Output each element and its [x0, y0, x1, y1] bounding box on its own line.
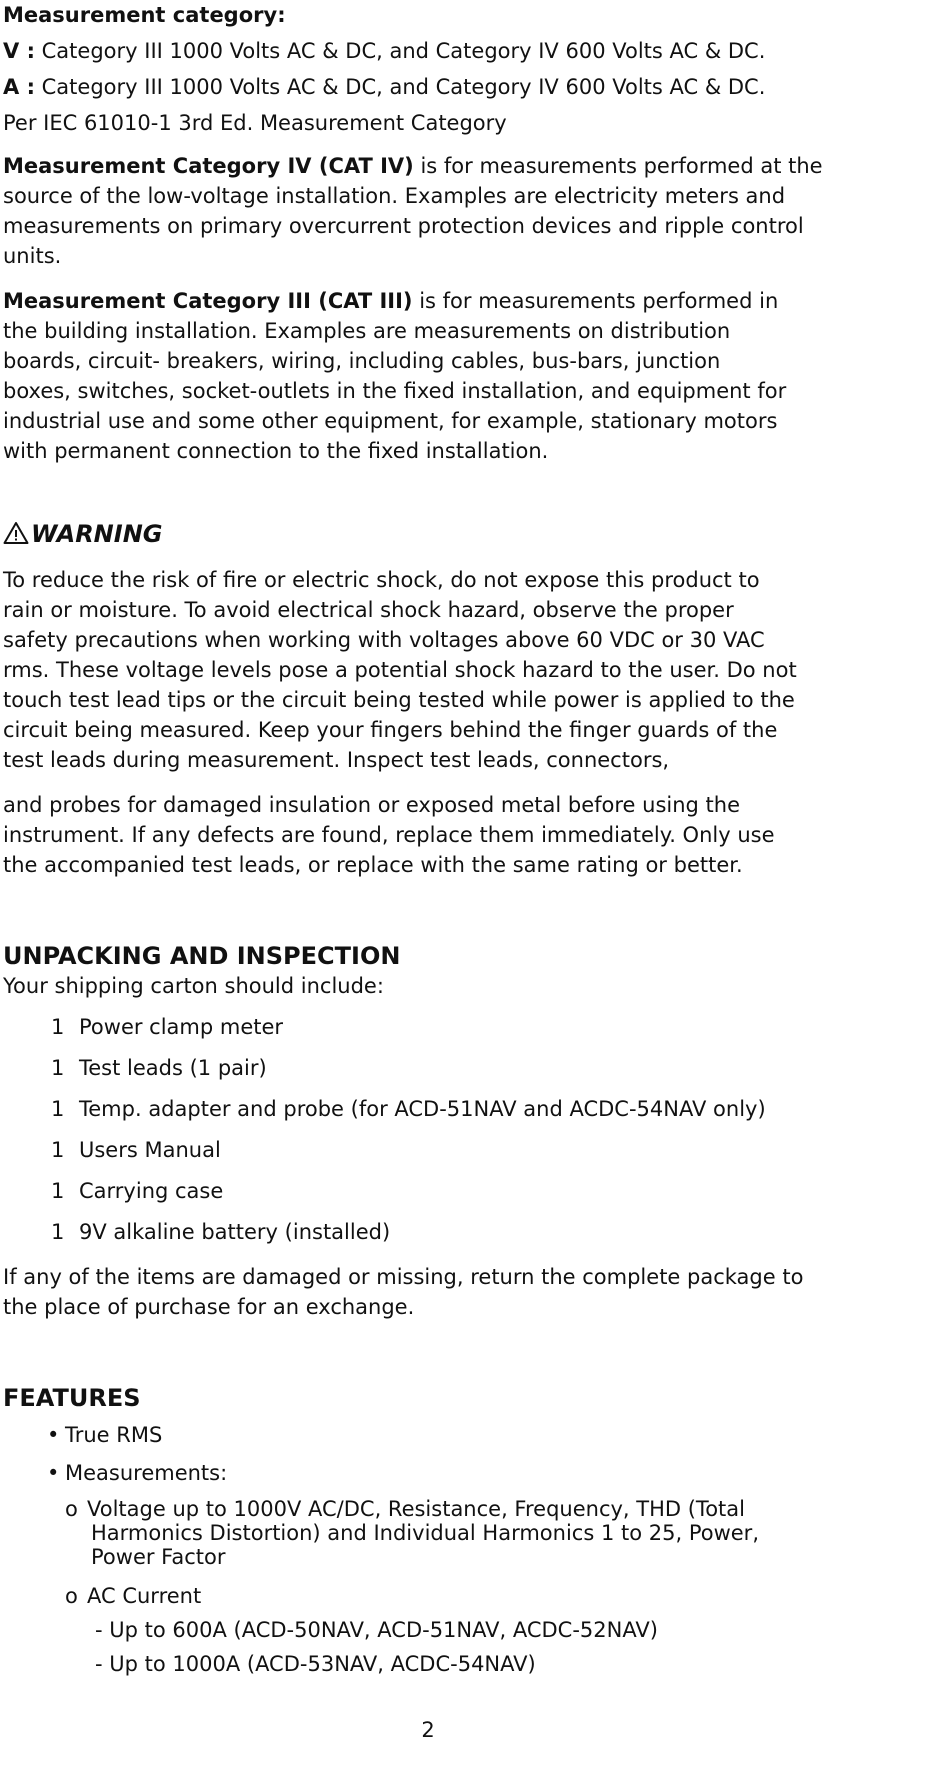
cat3-text-1: is for measurements performed in [412, 289, 779, 313]
dash-text: - Up to 1000A (ACD-53NAV, ACDC-54NAV) [95, 1652, 536, 1676]
warning-p2-line-2: instrument. If any defects are found, replace them immediately. Only use [3, 823, 775, 847]
item-qty: 1 [51, 1015, 65, 1039]
bullet-text: True RMS [65, 1423, 163, 1447]
cat3-line-6: with permanent connection to the fixed installation. [3, 439, 549, 463]
sub-text-1: Voltage up to 1000V AC/DC, Resistance, Frequency, THD (Total [87, 1497, 745, 1521]
unpacking-outro-line-2: the place of purchase for an exchange. [3, 1295, 415, 1319]
sub-mark: o [65, 1584, 78, 1608]
item-text: Carrying case [79, 1179, 224, 1203]
bullet-mark: • [47, 1423, 60, 1447]
cat4-line-2: source of the low-voltage installation. Examples are electricity meters and [3, 184, 786, 208]
warning-p2-line-3: the accompanied test leads, or replace with the same rating or better. [3, 853, 743, 877]
warning-p1-line-4: rms. These voltage levels pose a potential shock hazard to the user. Do not [3, 658, 797, 682]
item-text: Temp. adapter and probe (for ACD-51NAV and ACDC-54NAV only) [79, 1097, 766, 1121]
features-heading: FEATURES [3, 1384, 141, 1412]
cat4-line-1 [3, 152, 823, 180]
unpacking-intro: Your shipping carton should include: [3, 974, 384, 998]
measurement-category-heading: Measurement category: [3, 3, 286, 27]
page-number: 2 [421, 1718, 435, 1742]
item-text: Users Manual [79, 1138, 221, 1162]
warning-title: WARNING [31, 520, 163, 548]
cat3-term: Measurement Category III (CAT III) [3, 289, 413, 313]
item-text: Test leads (1 pair) [79, 1056, 267, 1080]
sub-text: AC Current [87, 1584, 202, 1608]
item-text: 9V alkaline battery (installed) [79, 1220, 391, 1244]
sub-text-3: Power Factor [91, 1545, 226, 1569]
warning-p2-line-1: and probes for damaged insulation or exposed metal before using the [3, 793, 741, 817]
cat3-line-1 [3, 287, 778, 315]
warning-p1-line-6: circuit being measured. Keep your fingers behind the finger guards of the [3, 718, 778, 742]
a-label: A : [3, 75, 35, 99]
cat4-line-4: units. [3, 244, 62, 268]
iec-reference: Per IEC 61010-1 3rd Ed. Measurement Category [3, 111, 507, 135]
sub-mark: o [65, 1497, 78, 1521]
warning-p1-line-7: test leads during measurement. Inspect test leads, connectors, [3, 748, 670, 772]
warning-p1-line-2: rain or moisture. To avoid electrical shock hazard, observe the proper [3, 598, 734, 622]
cat4-line-3: measurements on primary overcurrent protection devices and ripple control [3, 214, 804, 238]
dash-text: - Up to 600A (ACD-50NAV, ACD-51NAV, ACDC-52NAV) [95, 1618, 658, 1642]
warning-triangle-icon [3, 521, 29, 545]
sub-text-2: Harmonics Distortion) and Individual Harmonics 1 to 25, Power, [91, 1521, 759, 1545]
a-text: Category III 1000 Volts AC & DC, and Category IV 600 Volts AC & DC. [34, 75, 766, 99]
v-category-line [3, 37, 765, 65]
bullet-text: Measurements: [65, 1461, 228, 1485]
cat3-line-2: the building installation. Examples are measurements on distribution [3, 319, 731, 343]
cat3-line-5: industrial use and some other equipment, for example, stationary motors [3, 409, 778, 433]
unpacking-outro-line-1: If any of the items are damaged or missing, return the complete package to [3, 1265, 804, 1289]
unpacking-heading: UNPACKING AND INSPECTION [3, 942, 401, 970]
item-text: Power clamp meter [79, 1015, 284, 1039]
cat4-text-1: is for measurements performed at the [413, 154, 823, 178]
item-qty: 1 [51, 1056, 65, 1080]
warning-heading [3, 520, 162, 548]
cat4-term: Measurement Category IV (CAT IV) [3, 154, 414, 178]
warning-p1-line-5: touch test lead tips or the circuit being tested while power is applied to the [3, 688, 795, 712]
warning-p1-line-3: safety precautions when working with voltages above 60 VDC or 30 VAC [3, 628, 765, 652]
warning-p1-line-1: To reduce the risk of fire or electric shock, do not expose this product to [3, 568, 760, 592]
item-qty: 1 [51, 1097, 65, 1121]
item-qty: 1 [51, 1220, 65, 1244]
cat3-line-4: boxes, switches, socket-outlets in the fixed installation, and equipment for [3, 379, 787, 403]
v-label: V : [3, 39, 35, 63]
item-qty: 1 [51, 1138, 65, 1162]
cat3-line-3: boards, circuit- breakers, wiring, including cables, bus-bars, junction [3, 349, 721, 373]
bullet-mark: • [47, 1461, 60, 1485]
item-qty: 1 [51, 1179, 65, 1203]
v-text: Category III 1000 Volts AC & DC, and Category IV 600 Volts AC & DC. [34, 39, 766, 63]
a-category-line [3, 73, 765, 101]
